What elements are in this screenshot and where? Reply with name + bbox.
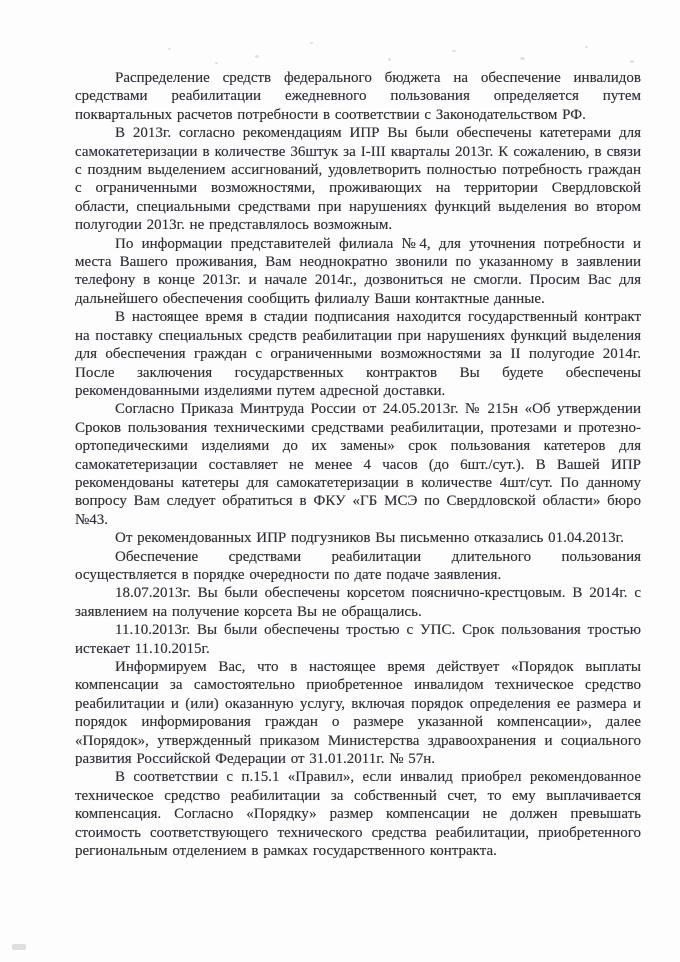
paragraph: Информируем Вас, что в настоящее время действует «Порядок выплаты компенсации за самостоятельно приобретенное инвалидом техническое средство реабилитации и (или) оказанную услугу, включая порядок определения ее размера и порядок информирования граждан о размере указанной компенсации», далее «Порядок», утвержденный приказом Министерства здравоохранения и социального развития Российской Федерации от 31.01.2011г. № 57н. — [75, 659, 641, 768]
letter-body — [75, 69, 641, 860]
paragraph: 18.07.2013г. Вы были обеспечены корсетом пояснично-крестцовым. В 2014г. с заявлением на получение корсета Вы не обращались. — [75, 585, 641, 620]
scan-noise-speck — [585, 46, 588, 48]
paragraph: Согласно Приказа Минтруда России от 24.05.2013г. № 215н «Об утверждении Сроков пользования техническими средствами реабилитации, протезами и протезно-ортопедическими изделиями до их замены» срок пользования катетеров для самокатетеризации составляет не менее 4 часов (до 6шт./сут.). В Вашей ИПР рекомендованы катетеры для самокатетеризации в количестве 4шт/сут. По данному вопросу Вам следует обратиться в ФКУ «ГБ МСЭ по Свердловской области» бюро №43. — [75, 401, 641, 528]
paragraph: Распределение средств федерального бюджета на обеспечение инвалидов средствами реабилитации ежедневного пользования определяется путем поквартальных расчетов потребности в соответствии с Законодательством РФ. — [75, 70, 641, 123]
paragraph: В настоящее время в стадии подписания находится государственный контракт на поставку специальных средств реабилитации при нарушениях функций выделения для обеспечения граждан с ограниченными возможностями за II полугодие 2014г. После заключения государственных контрактов Вы будете обеспечены рекомендованными изделиями путем адресной доставки. — [75, 309, 641, 399]
scan-noise-speck — [215, 62, 218, 64]
paragraph: По информации представителей филиала №4, для уточнения потребности и места Вашего проживания, Вам неоднократно звонили по указанному в заявлении телефону в конце 2013г. и начале 2014г., дозвониться не смогли. Просим Вас для дальнейшего обеспечения сообщить филиалу Ваши контактные данные. — [75, 235, 641, 307]
scan-noise-speck — [388, 58, 391, 61]
scan-noise-speck — [520, 57, 525, 60]
paragraph: В соответствии с п.15.1 «Правил», если инвалид приобрел рекомендованное техническое средство реабилитации за собственный счет, то ему выплачивается компенсация. Согласно «Порядку» размер компенсации не должен превышать стоимость соответствующего технического средства реабилитации, приобретенного региональным отделением в рамках государственного контракта. — [75, 769, 641, 860]
paragraph: От рекомендованных ИПР подгузников Вы письменно отказались 01.04.2013г. — [115, 530, 624, 547]
paragraph: В 2013г. согласно рекомендациям ИПР Вы были обеспечены катетерами для самокатетеризации в количестве 36штук за I-III кварталы 2013г. К сожалению, в связи с поздним выделением ассигнований, удовлетворить полностью потребность граждан с ограниченными возможностями, проживающих на территории Свердловской области, специальными средствами при нарушениях функций выделения во втором полугодии 2013г. не представлялось возможным. — [75, 125, 641, 234]
scan-noise-speck — [255, 55, 259, 58]
scan-noise-speck — [168, 48, 171, 50]
paragraph: 11.10.2013г. Вы были обеспечены тростью с УПС. Срок пользования тростью истекает 11.10.2015г. — [75, 622, 641, 657]
scan-smudge — [12, 944, 26, 950]
scan-noise-speck — [310, 42, 313, 44]
scan-noise-speck — [452, 50, 456, 52]
scan-noise-speck — [630, 60, 634, 63]
paragraph: Обеспечение средствами реабилитации длительного пользования осуществляется в порядке очередности по дате подаче заявления. — [75, 548, 641, 583]
